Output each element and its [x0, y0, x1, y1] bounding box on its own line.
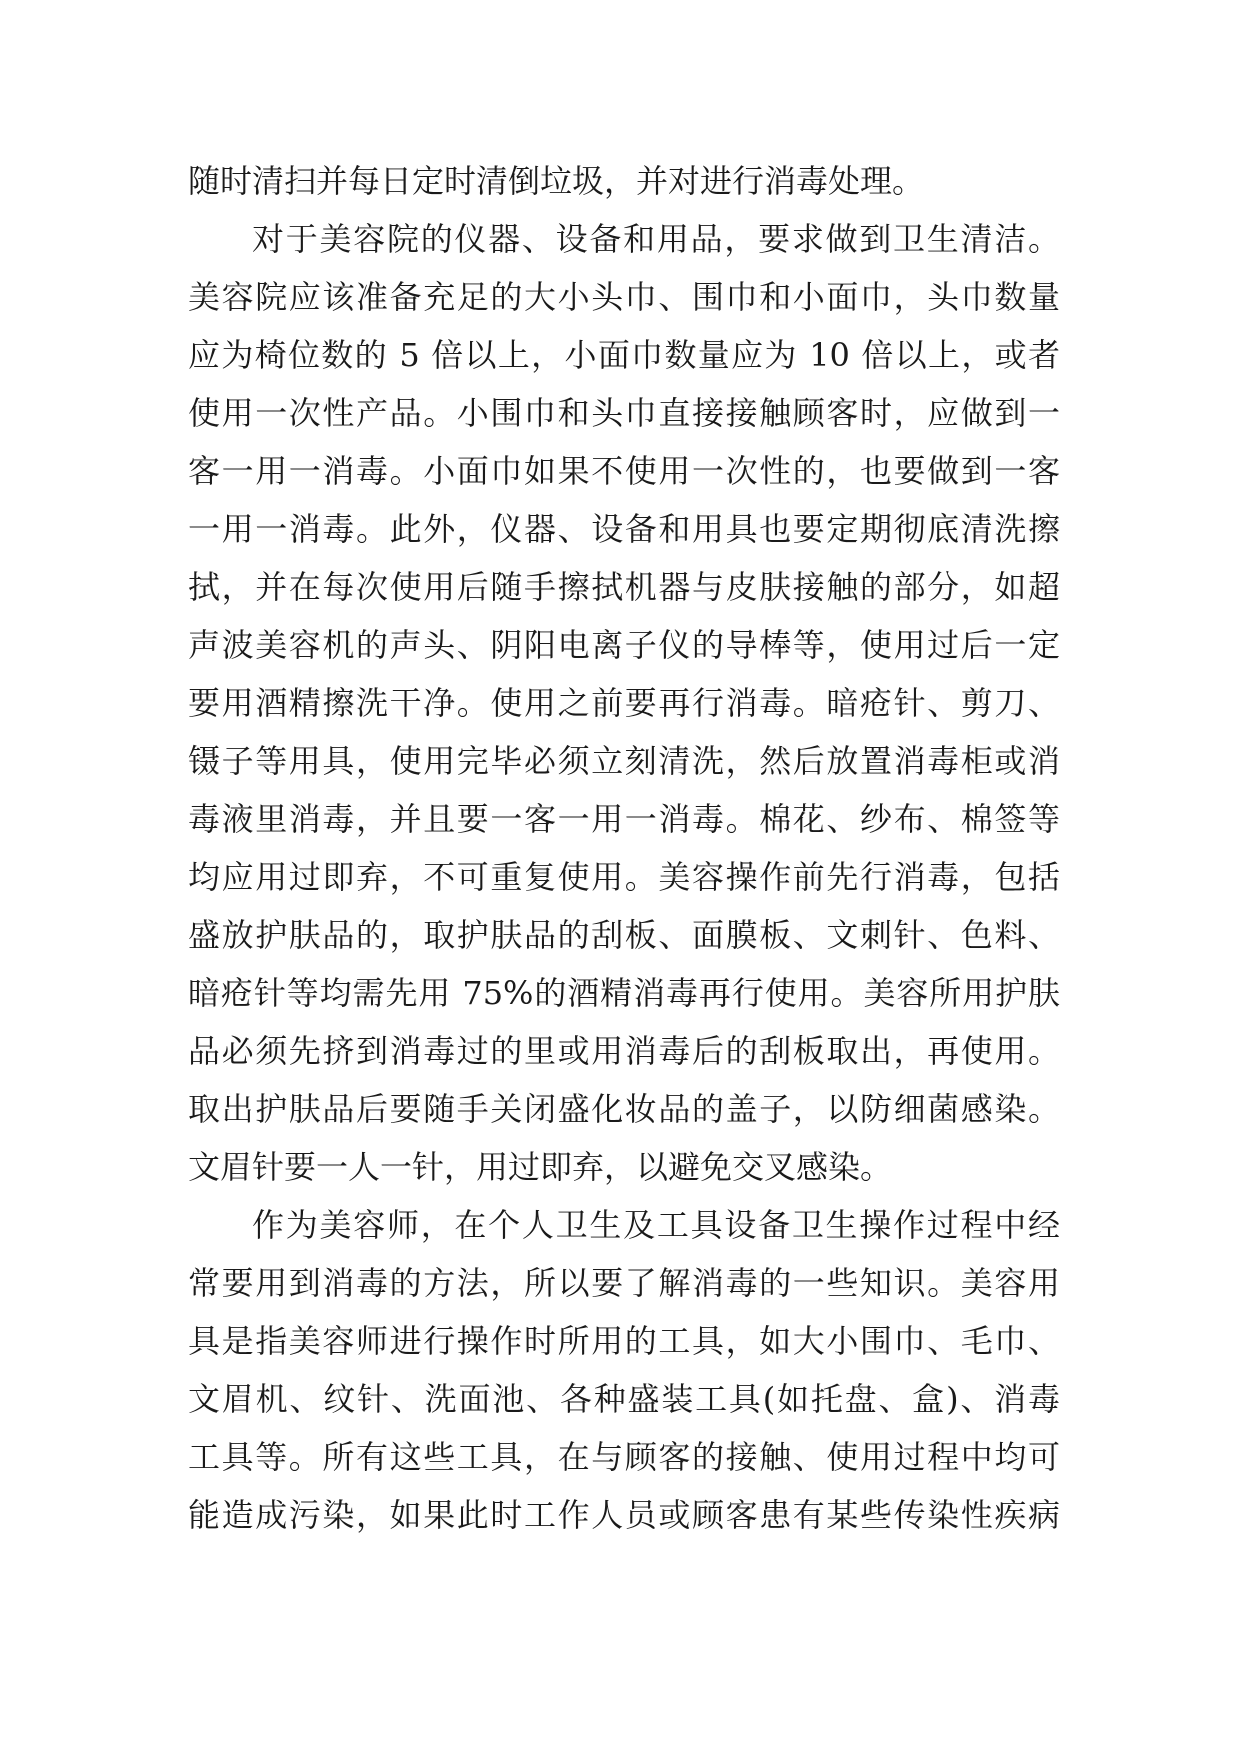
- text-line: 使用一次性产品。小围巾和头巾直接接触顾客时，应做到一: [188, 394, 1060, 432]
- text-line: 一用一消毒。此外，仪器、设备和用具也要定期彻底清洗擦: [188, 510, 1060, 548]
- text-line: 工具等。所有这些工具，在与顾客的接触、使用过程中均可: [188, 1438, 1060, 1476]
- text-line: 镊子等用具，使用完毕必须立刻清洗，然后放置消毒柜或消: [188, 742, 1060, 780]
- text-line: 均应用过即弃，不可重复使用。美容操作前先行消毒，包括: [188, 858, 1060, 896]
- text-line: 拭，并在每次使用后随手擦拭机器与皮肤接触的部分，如超: [188, 568, 1060, 606]
- text-line: 文眉机、纹针、洗面池、各种盛装工具(如托盘、盒)、消毒: [188, 1380, 1060, 1418]
- text-line: 作为美容师，在个人卫生及工具设备卫生操作过程中经: [252, 1206, 1060, 1244]
- text-line: 取出护肤品后要随手关闭盛化妆品的盖子，以防细菌感染。: [188, 1090, 1060, 1128]
- text-line: 文眉针要一人一针，用过即弃，以避免交叉感染。: [188, 1148, 893, 1186]
- body-text: [188, 152, 1060, 1544]
- text-line: 随时清扫并每日定时清倒垃圾，并对进行消毒处理。: [188, 162, 925, 200]
- text-line: 能造成污染，如果此时工作人员或顾客患有某些传染性疾病: [188, 1496, 1060, 1534]
- text-line: 应为椅位数的 5 倍以上，小面巾数量应为 10 倍以上，或者: [188, 336, 1060, 374]
- text-line: 声波美容机的声头、阴阳电离子仪的导棒等，使用过后一定: [188, 626, 1060, 664]
- text-line: 常要用到消毒的方法，所以要了解消毒的一些知识。美容用: [188, 1264, 1060, 1302]
- text-line: 暗疮针等均需先用 75%的酒精消毒再行使用。美容所用护肤: [188, 974, 1060, 1012]
- text-line: 毒液里消毒，并且要一客一用一消毒。棉花、纱布、棉签等: [188, 800, 1060, 838]
- text-line: 具是指美容师进行操作时所用的工具，如大小围巾、毛巾、: [188, 1322, 1060, 1360]
- text-line: 对于美容院的仪器、设备和用品，要求做到卫生清洁。: [252, 220, 1060, 258]
- text-line: 品必须先挤到消毒过的里或用消毒后的刮板取出，再使用。: [188, 1032, 1060, 1070]
- text-line: 要用酒精擦洗干净。使用之前要再行消毒。暗疮针、剪刀、: [188, 684, 1060, 722]
- text-line: 盛放护肤品的，取护肤品的刮板、面膜板、文刺针、色料、: [188, 916, 1060, 954]
- text-line: 美容院应该准备充足的大小头巾、围巾和小面巾，头巾数量: [188, 278, 1060, 316]
- text-line: 客一用一消毒。小面巾如果不使用一次性的，也要做到一客: [188, 452, 1060, 490]
